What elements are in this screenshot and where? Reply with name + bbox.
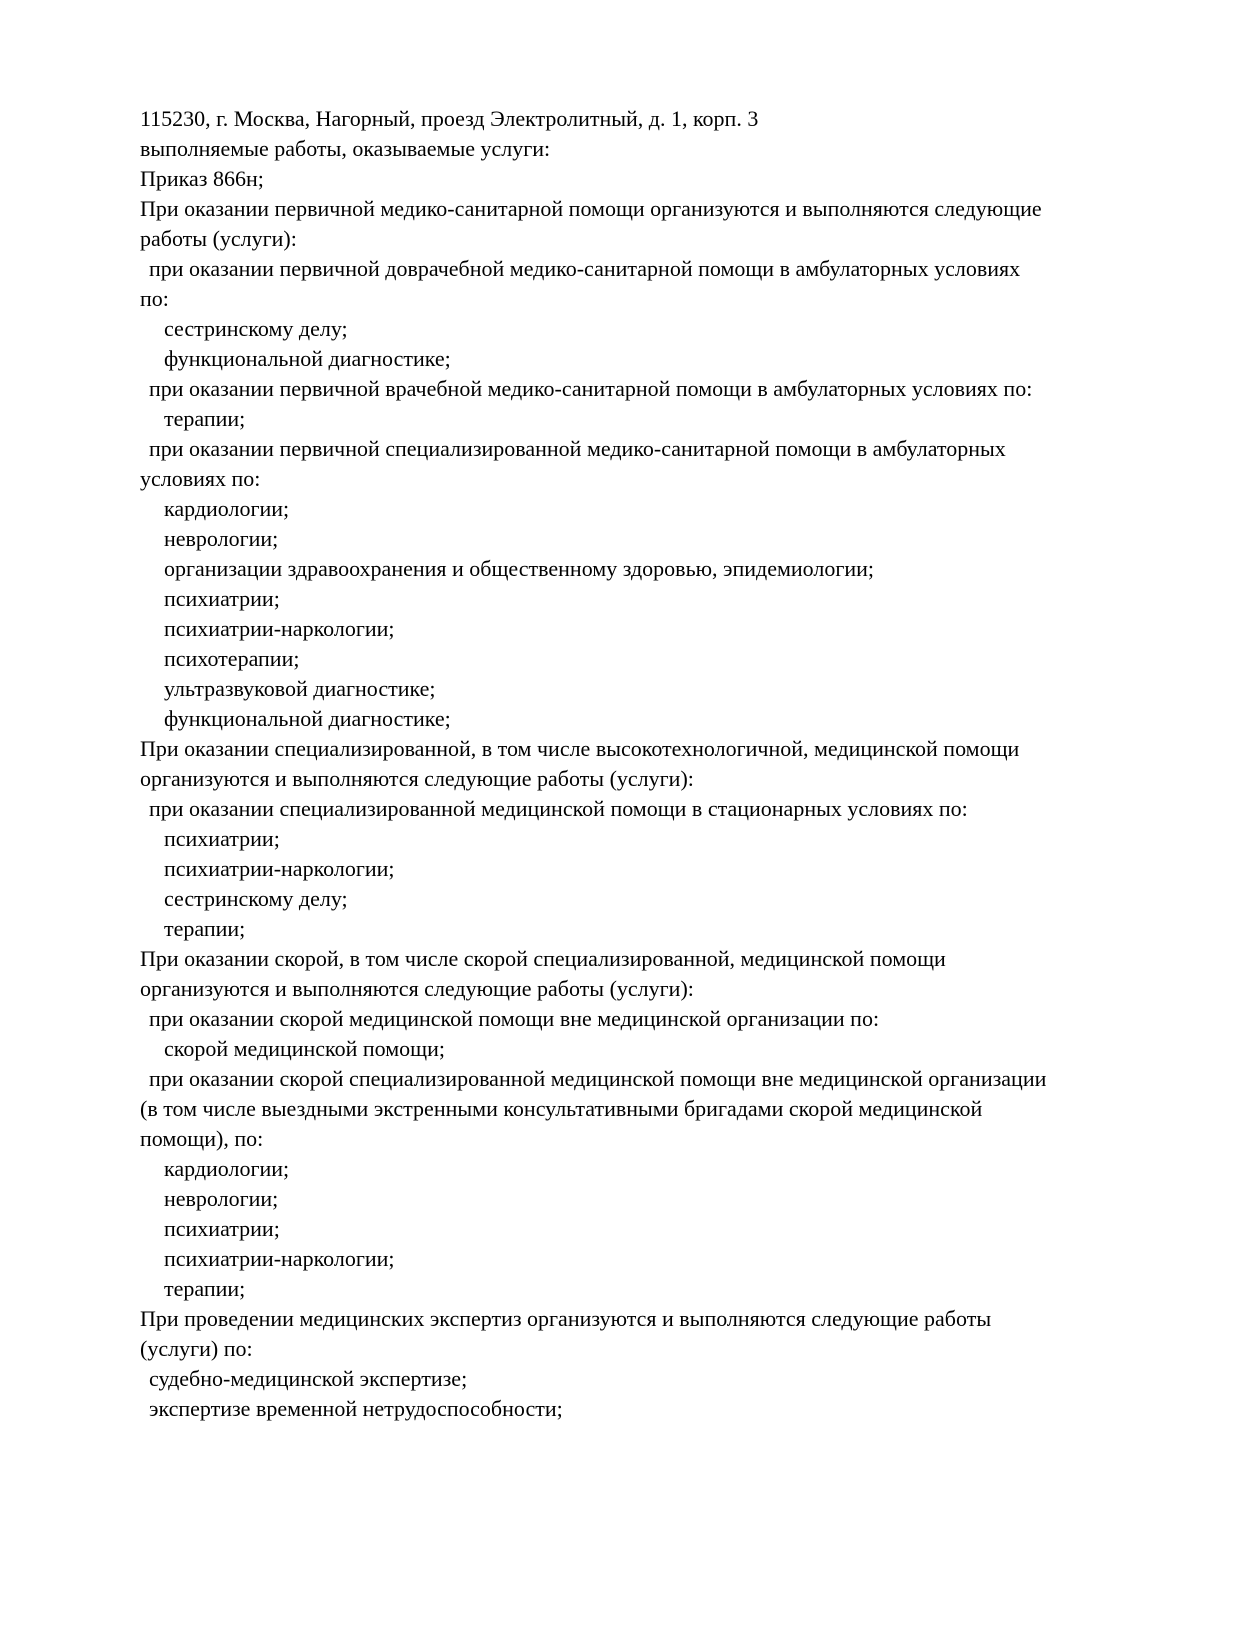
text-line: сестринскому делу; [164, 316, 348, 341]
text-line: терапии; [164, 406, 246, 431]
text-line: неврологии; [164, 526, 279, 551]
text-line: условиях по: [140, 466, 261, 491]
text-line: психиатрии-наркологии; [164, 1246, 395, 1271]
text-line: сестринскому делу; [164, 886, 348, 911]
text-line: терапии; [164, 916, 246, 941]
text-line: экспертизе временной нетрудоспособности; [149, 1396, 563, 1421]
text-line: психиатрии; [164, 586, 280, 611]
text-line: При оказании скорой, в том числе скорой специализированной, медицинской помощи [140, 946, 946, 971]
text-line: работы (услуги): [140, 226, 297, 251]
text-line: организации здравоохранения и общественному здоровью, эпидемиологии; [164, 556, 875, 581]
text-line: организуются и выполняются следующие работы (услуги): [140, 976, 694, 1001]
text-line: скорой медицинской помощи; [164, 1036, 446, 1061]
text-line: при оказании специализированной медицинской помощи в стационарных условиях по: [149, 796, 968, 821]
text-line: кардиологии; [164, 496, 290, 521]
text-line: психиатрии; [164, 1216, 280, 1241]
text-line: судебно-медицинской экспертизе; [149, 1366, 468, 1391]
text-line: при оказании первичной доврачебной медико-санитарной помощи в амбулаторных условиях [149, 256, 1021, 281]
text-line: неврологии; [164, 1186, 279, 1211]
text-line: При проведении медицинских экспертиз организуются и выполняются следующие работы [140, 1306, 992, 1331]
text-line: по: [140, 286, 169, 311]
text-line: При оказании специализированной, в том числе высокотехнологичной, медицинской помощи [140, 736, 1020, 761]
text-line: терапии; [164, 1276, 246, 1301]
text-line: кардиологии; [164, 1156, 290, 1181]
text-line: При оказании первичной медико-санитарной помощи организуются и выполняются следующие [140, 196, 1042, 221]
text-line: организуются и выполняются следующие работы (услуги): [140, 766, 694, 791]
text-line: психиатрии-наркологии; [164, 856, 395, 881]
text-line: функциональной диагностике; [164, 346, 451, 371]
text-line: при оказании первичной врачебной медико-санитарной помощи в амбулаторных условиях по: [149, 376, 1033, 401]
text-line: 115230, г. Москва, Нагорный, проезд Электролитный, д. 1, корп. 3 [140, 106, 759, 131]
text-line: психотерапии; [164, 646, 300, 671]
text-line: при оказании скорой медицинской помощи вне медицинской организации по: [149, 1006, 880, 1031]
text-line: (услуги) по: [140, 1336, 253, 1361]
text-line: психиатрии; [164, 826, 280, 851]
text-line: функциональной диагностике; [164, 706, 451, 731]
text-line: при оказании скорой специализированной медицинской помощи вне медицинской организации [149, 1066, 1047, 1091]
text-line: (в том числе выездными экстренными консультативными бригадами скорой медицинской [140, 1096, 983, 1121]
text-line: при оказании первичной специализированной медико-санитарной помощи в амбулаторных [149, 436, 1006, 461]
license-works-text-block [140, 104, 1160, 1424]
text-line: выполняемые работы, оказываемые услуги: [140, 136, 551, 161]
text-line: помощи), по: [140, 1126, 264, 1151]
text-line: ультразвуковой диагностике; [164, 676, 436, 701]
text-line: психиатрии-наркологии; [164, 616, 395, 641]
text-line: Приказ 866н; [140, 166, 264, 191]
